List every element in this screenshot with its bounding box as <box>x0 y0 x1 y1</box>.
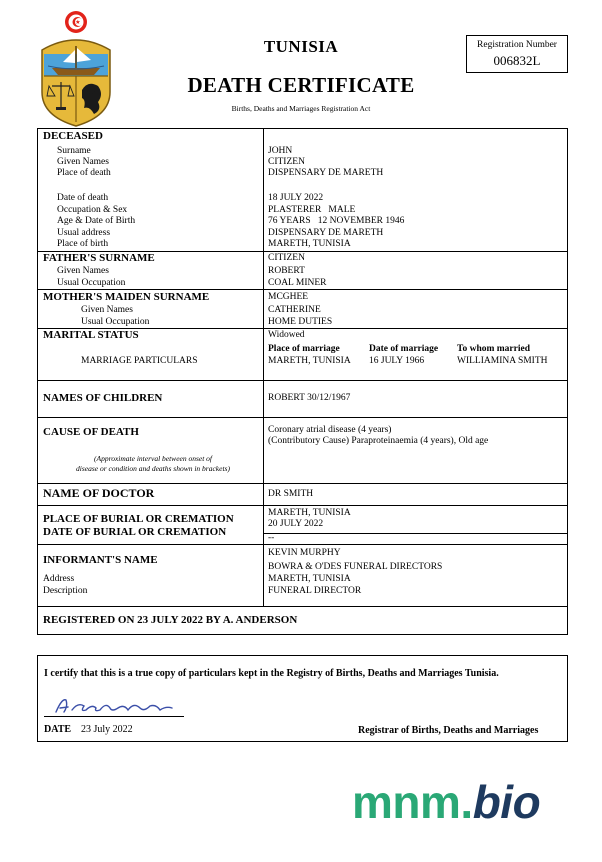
marriage-place: MARETH, TUNISIA <box>268 356 351 366</box>
document-title: DEATH CERTIFICATE <box>187 73 415 97</box>
deceased-occupation-sex: PLASTERER MALE <box>268 205 356 215</box>
country-title: TUNISIA <box>263 37 339 56</box>
cause-line-2: (Contributory Cause) Paraproteinaemia (4 years), Old age <box>268 436 489 446</box>
watermark-part-1: mnm. <box>352 776 473 828</box>
deceased-age-dob: 76 YEARS 12 NOVEMBER 1946 <box>268 216 405 226</box>
father-label-occupation: Usual Occupation <box>57 278 126 288</box>
registered-line: REGISTERED ON 23 JULY 2022 BY A. ANDERSON <box>43 614 298 626</box>
mother-occupation: HOME DUTIES <box>268 317 333 327</box>
deceased-label-occupation-sex: Occupation & Sex <box>57 205 128 215</box>
mother-given-names: CATHERINE <box>268 305 321 315</box>
deceased-label-place-of-birth: Place of birth <box>57 239 109 249</box>
burial-extra: -- <box>268 533 275 543</box>
row-divider <box>37 505 568 506</box>
registrar-title: Registrar of Births, Deaths and Marriages <box>358 725 539 736</box>
marriage-date: 16 JULY 1966 <box>369 356 425 366</box>
act-subtitle: Births, Deaths and Marriages Registration Act <box>231 104 371 113</box>
deceased-surname: JOHN <box>268 146 293 156</box>
row-divider <box>37 483 568 484</box>
row-divider <box>37 289 568 290</box>
father-heading: FATHER'S SURNAME <box>43 252 155 264</box>
deceased-label-age-dob: Age & Date of Birth <box>57 216 136 226</box>
informant-heading: INFORMANT'S NAME <box>43 554 158 566</box>
deceased-label-surname: Surname <box>57 146 91 156</box>
marriage-whom-heading: To whom married <box>457 344 531 354</box>
father-given-names: ROBERT <box>268 266 305 276</box>
deceased-given-names: CITIZEN <box>268 157 305 167</box>
father-occupation: COAL MINER <box>268 278 327 288</box>
cause-note-2: disease or condition and deaths shown in brackets) <box>76 464 230 473</box>
registration-number-box <box>466 35 568 73</box>
registration-number-label: Registration Number <box>477 40 557 50</box>
deceased-label-usual-address: Usual address <box>57 228 111 238</box>
watermark-part-2: bio <box>472 776 541 828</box>
burial-date-heading: DATE OF BURIAL OR CREMATION <box>43 526 227 538</box>
mother-heading: MOTHER'S MAIDEN SURNAME <box>43 291 210 303</box>
row-divider-thin <box>263 533 568 534</box>
watermark-logo <box>352 774 540 830</box>
mother-surname: MCGHEE <box>268 292 309 302</box>
marital-status: Widowed <box>268 330 305 340</box>
children-names: ROBERT 30/12/1967 <box>268 393 351 403</box>
informant-description: FUNERAL DIRECTOR <box>268 586 362 596</box>
marriage-place-heading: Place of marriage <box>268 344 340 354</box>
informant-address-2: MARETH, TUNISIA <box>268 574 351 584</box>
marriage-spouse: WILLIAMINA SMITH <box>457 356 548 366</box>
registration-number-value: 006832L <box>493 53 541 68</box>
informant-name: KEVIN MURPHY <box>268 548 341 558</box>
certification-date-label: DATE <box>44 724 72 735</box>
deceased-usual-address: DISPENSARY DE MARETH <box>268 228 384 238</box>
cause-heading: CAUSE OF DEATH <box>43 426 139 438</box>
signature-line <box>44 716 184 717</box>
burial-place-heading: PLACE OF BURIAL OR CREMATION <box>43 513 234 525</box>
informant-address-label: Address <box>43 574 75 584</box>
row-divider <box>37 544 568 545</box>
marriage-date-heading: Date of marriage <box>369 344 439 354</box>
marriage-particulars-label: MARRIAGE PARTICULARS <box>81 356 198 366</box>
deceased-label-date-of-death: Date of death <box>57 193 109 203</box>
deceased-label-place-of-death: Place of death <box>57 168 111 178</box>
deceased-place-of-birth: MARETH, TUNISIA <box>268 239 351 249</box>
doctor-heading: NAME OF DOCTOR <box>43 486 155 500</box>
informant-address-1: BOWRA & O'DES FUNERAL DIRECTORS <box>268 562 443 572</box>
marital-heading: MARITAL STATUS <box>43 329 139 341</box>
informant-description-label: Description <box>43 586 88 596</box>
certification-statement: I certify that this is a true copy of particulars kept in the Registry of Births, Deaths and Marriages Tunisia. <box>44 668 499 679</box>
mother-label-given-names: Given Names <box>81 305 133 315</box>
row-divider <box>37 417 568 418</box>
column-divider <box>263 128 264 606</box>
cause-note-1: (Approximate interval between onset of <box>93 454 213 463</box>
deceased-place-of-death: DISPENSARY DE MARETH <box>268 168 384 178</box>
deceased-heading: DECEASED <box>43 130 103 142</box>
mother-label-occupation: Usual Occupation <box>81 317 150 327</box>
father-label-given-names: Given Names <box>57 266 109 276</box>
row-divider <box>37 380 568 381</box>
cause-line-1: Coronary atrial disease (4 years) <box>268 425 392 435</box>
father-surname: CITIZEN <box>268 253 305 263</box>
deceased-label-given-names: Given Names <box>57 157 109 167</box>
certification-date-value: 23 July 2022 <box>81 724 133 735</box>
burial-place: MARETH, TUNISIA <box>268 508 351 518</box>
children-heading: NAMES OF CHILDREN <box>43 392 163 404</box>
doctor-name: DR SMITH <box>268 489 314 499</box>
row-divider <box>37 606 568 607</box>
deceased-date-of-death: 18 JULY 2022 <box>268 193 324 203</box>
burial-date: 20 JULY 2022 <box>268 519 324 529</box>
